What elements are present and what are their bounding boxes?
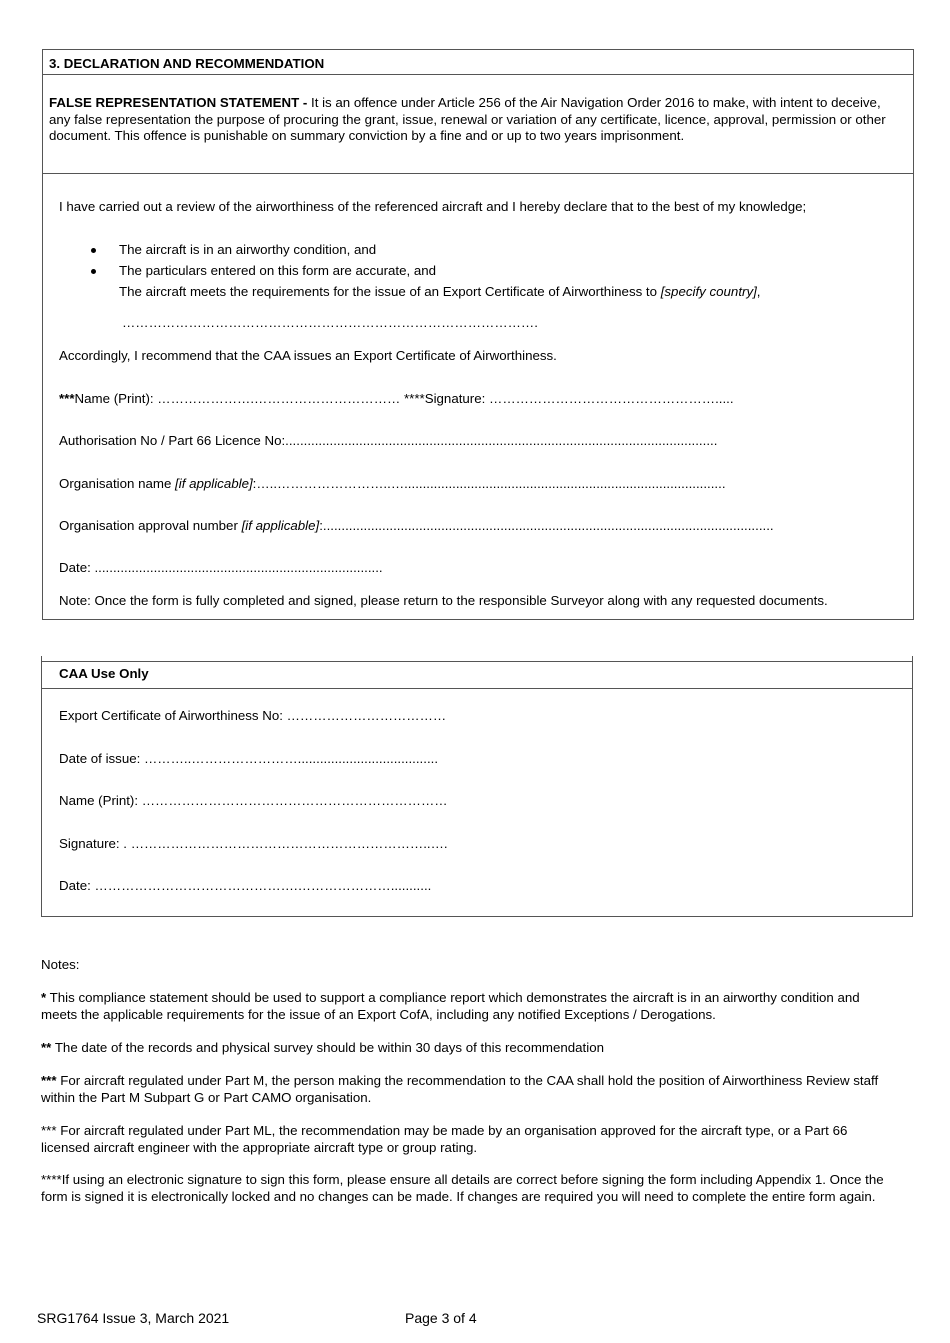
bullet-marker <box>91 269 96 274</box>
document-reference: SRG1764 Issue 3, March 2021 <box>37 1310 230 1326</box>
notes-heading: Notes: <box>41 957 80 972</box>
section-title-divider <box>42 74 914 75</box>
section-title: 3. DECLARATION AND RECOMMENDATION <box>49 56 325 71</box>
note-2-marker: ** <box>41 1040 52 1055</box>
note-1-marker: * <box>41 990 47 1005</box>
declaration-date-field[interactable]: Date: .............................................................................. <box>59 560 383 575</box>
bullet-marker <box>91 248 96 253</box>
declaration-bullet-airworthy: The aircraft is in an airworthy condition, and <box>119 242 377 257</box>
organisation-approval-dots: :.......................................................................................................................... <box>319 518 774 533</box>
export-certificate-number-field[interactable]: Export Certificate of Airworthiness No: ……………………………… <box>59 708 447 723</box>
return-note: Note: Once the form is fully completed and signed, please return to the responsible Surveyor along with any requested documents. <box>59 593 828 608</box>
note-2-text: The date of the records and physical survey should be within 30 days of this recommendation <box>51 1040 604 1055</box>
organisation-name-label: Organisation name <box>59 476 176 491</box>
note-3-marker: *** <box>41 1073 57 1088</box>
recommendation-statement: Accordingly, I recommend that the CAA issues an Export Certificate of Airworthiness. <box>59 348 557 363</box>
organisation-approval-label: Organisation approval number <box>59 518 242 533</box>
export-requirements-comma: , <box>756 284 761 299</box>
declaration-bullet-export-requirements <box>119 284 761 300</box>
country-entry-field[interactable]: …………………………………………………………………………………. <box>122 315 538 330</box>
false-representation-text: It is an offence under Article 256 of the Air Navigation Order 2016 to make, with intent to deceive, any false representation the purpose of procuring the grant, issue, renewal or variation of any certificate, licence, approval, permission or other document. This offence is punishable on summary conviction by a fine and or up to two years imprisonment. <box>49 95 886 143</box>
statement-divider <box>42 173 914 174</box>
caa-box-top-edge <box>912 656 913 662</box>
note-3-text: For aircraft regulated under Part M, the person making the recommendation to the CAA shall hold the position of Airworthiness Review staff within the Part M Subpart G or Part CAMO organisation. <box>41 1073 879 1105</box>
note-part-m <box>41 1073 891 1106</box>
organisation-name-dots: :…..……………………..…....................................................................................... <box>252 476 726 491</box>
note-part-ml: *** For aircraft regulated under Part ML, the recommendation may be made by an organisation approved for the aircraft type, or a Part 66 licensed aircraft engineer with the appropriate aircraft type or group rating. <box>41 1123 848 1155</box>
declaration-bullet-particulars: The particulars entered on this form are accurate, and <box>119 263 437 278</box>
false-representation-label: FALSE REPRESENTATION STATEMENT - <box>49 95 308 110</box>
caa-signature-field[interactable]: Signature: . …………………………………………………………..…. <box>59 836 448 851</box>
false-representation-statement <box>49 95 904 145</box>
organisation-name-qualifier: [if applicable] <box>175 476 253 491</box>
name-footnote-marker: *** <box>59 391 75 406</box>
page-number: Page 3 of 4 <box>405 1310 477 1326</box>
date-of-issue-field[interactable]: Date of issue: ………..……………………...................................... <box>59 751 439 766</box>
declaration-intro: I have carried out a review of the airworthiness of the referenced aircraft and I hereby declare that to the best of my knowledge; <box>59 199 807 214</box>
caa-name-field[interactable]: Name (Print): …………………………………………………………… <box>59 793 448 808</box>
organisation-name-field[interactable] <box>59 476 726 492</box>
note-1-text: This compliance statement should be used to support a compliance report which demonstrates the aircraft is in an airworthy condition and meets the applicable requirements for the issue of an Export CofA, including any notified Exceptions / Derogations. <box>41 990 860 1022</box>
organisation-approval-field[interactable] <box>59 518 774 534</box>
note-records-date <box>41 1040 891 1057</box>
note-electronic-signature: ****If using an electronic signature to sign this form, please ensure all details are correct before signing the form including Appendix 1. Once the form is signed it is electronically locked and no changes can be made. If changes are required you will need to complete the entire form again. <box>41 1172 884 1204</box>
authorisation-number-field[interactable]: Authorisation No / Part 66 Licence No:..................................................................................................................... <box>59 433 718 448</box>
name-signature-field[interactable] <box>59 391 734 407</box>
organisation-approval-qualifier: [if applicable] <box>241 518 320 533</box>
specify-country-placeholder: [specify country] <box>660 284 757 299</box>
caa-title-divider <box>41 688 913 689</box>
caa-box-top-edge <box>41 656 42 662</box>
name-signature-text: Name (Print): ………………….…………………………… ****Signature: ……………………………………………..... <box>74 391 734 406</box>
note-compliance-statement <box>41 990 891 1023</box>
export-requirements-text: The aircraft meets the requirements for the issue of an Export Certificate of Airworthiness to <box>119 284 661 299</box>
caa-date-field[interactable]: Date: ……………………………………….…………………........... <box>59 878 432 893</box>
caa-use-title: CAA Use Only <box>59 666 149 681</box>
